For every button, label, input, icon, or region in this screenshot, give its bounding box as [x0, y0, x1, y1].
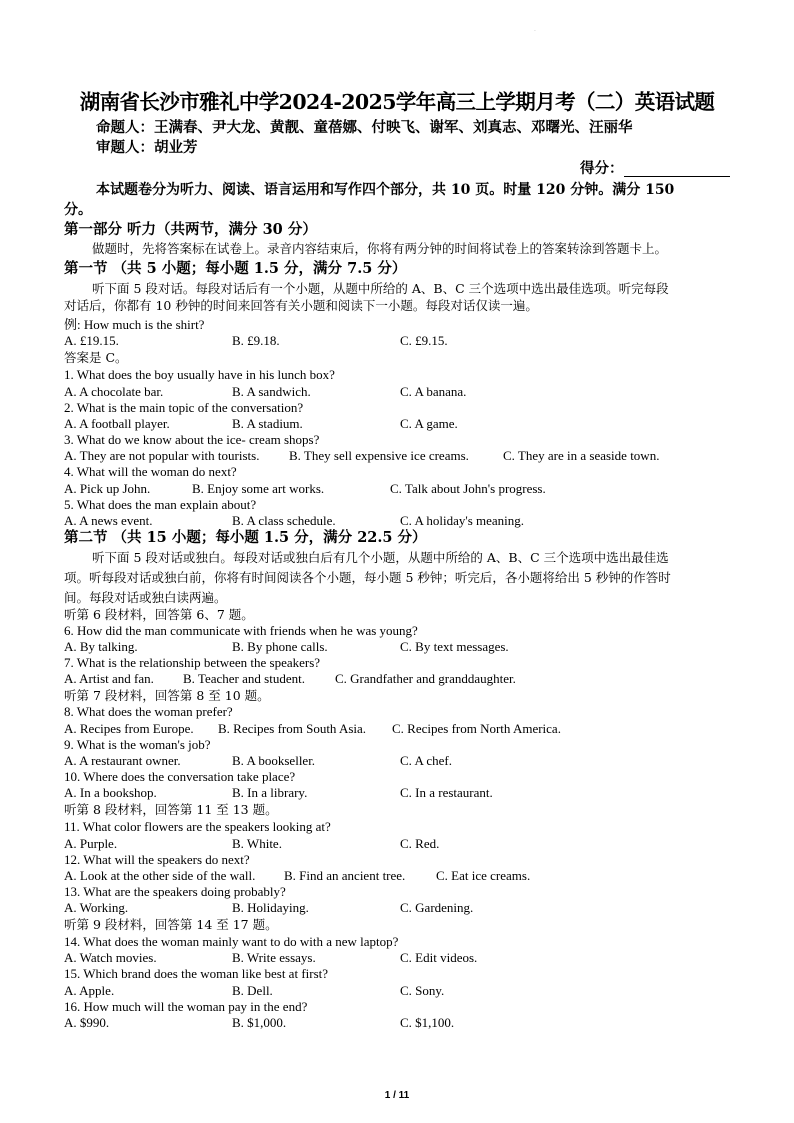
question-11: 11. What color flowers are the speakers looking at?	[64, 819, 331, 834]
option-7c: C. Grandfather and granddaughter.	[335, 671, 516, 686]
option-6a: A. By talking.	[64, 639, 138, 654]
option-4b: B. Enjoy some art works.	[192, 481, 325, 496]
option-10a: A. In a bookshop.	[64, 785, 157, 800]
option-8c: C. Recipes from North America.	[392, 721, 561, 736]
example-option-a: A. £19.15.	[64, 333, 119, 348]
option-8a: A. Recipes from Europe.	[64, 721, 194, 736]
option-14c: C. Edit videos.	[400, 950, 478, 965]
option-13c: C. Gardening.	[400, 900, 474, 915]
option-16b: B. $1,000.	[232, 1015, 287, 1030]
question-10: 10. Where does the conversation take place?	[64, 769, 296, 784]
question-3: 3. What do we know about the ice- cream shops?	[64, 432, 320, 447]
option-2b: B. A stadium.	[232, 416, 303, 431]
option-9a: A. A restaurant owner.	[64, 753, 181, 768]
question-9: 9. What is the woman's job?	[64, 737, 211, 752]
option-9b: B. A bookseller.	[232, 753, 316, 768]
example-option-c: C. £9.15.	[400, 333, 448, 348]
option-4a: A. Pick up John.	[64, 481, 151, 496]
option-3a: A. They are not popular with tourists.	[64, 448, 260, 463]
option-3b: B. They sell expensive ice creams.	[289, 448, 469, 463]
question-8: 8. What does the woman prefer?	[64, 704, 233, 719]
question-6: 6. How did the man communicate with friends when he was young?	[64, 623, 418, 638]
option-1c: C. A banana.	[400, 384, 467, 399]
question-5: 5. What does the man explain about?	[64, 497, 257, 512]
option-5b: B. A class schedule.	[232, 513, 336, 528]
score-label: 得分：	[580, 160, 624, 177]
option-7b: B. Teacher and student.	[183, 671, 305, 686]
option-10b: B. In a library.	[232, 785, 308, 800]
question-12: 12. What will the speakers do next?	[64, 852, 250, 867]
option-2c: C. A game.	[400, 416, 458, 431]
option-11c: C. Red.	[400, 836, 440, 851]
question-2: 2. What is the main topic of the conversation?	[64, 400, 304, 415]
scan-dot: ·	[534, 28, 536, 35]
reviewer-line: 审题人：胡业芳	[96, 139, 198, 156]
part1-instruction: 做题时，先将答案标在试卷上。录音内容结束后，你将有两分钟的时间将试卷上的答案转涂到答题卡上。	[92, 241, 668, 256]
setters-line: 命题人：王满春、尹大龙、黄靓、童蓓娜、付映飞、谢军、刘真志、邓曙光、汪丽华	[96, 119, 633, 136]
question-7: 7. What is the relationship between the speakers?	[64, 655, 321, 670]
question-14: 14. What does the woman mainly want to do with a new laptop?	[64, 934, 399, 949]
intro-line-1: 本试题卷分为听力、阅读、语言运用和写作四个部分，共 10 页。时量 120 分钟。满分 150	[96, 182, 675, 198]
section2-instruction-1: 听下面 5 段对话或独白。每段对话或独白后有几个小题，从题中所给的 A、B、C 三个选项中选出最佳选	[92, 550, 669, 565]
option-16c: C. $1,100.	[400, 1015, 455, 1030]
material-6-note: 听第 6 段材料，回答第 6、7 题。	[64, 607, 254, 622]
section1-instruction-2: 对话后，你都有 10 秒钟的时间来回答有关小题和阅读下一小题。每段对话仅读一遍。	[64, 298, 538, 313]
section2-instruction-3: 间。每段对话或独白读两遍。	[64, 590, 227, 605]
option-2a: A. A football player.	[64, 416, 170, 431]
option-6c: C. By text messages.	[400, 639, 509, 654]
option-1a: A. A chocolate bar.	[64, 384, 164, 399]
page-number: 1 / 11	[384, 1090, 410, 1101]
option-14b: B. Write essays.	[232, 950, 316, 965]
option-11a: A. Purple.	[64, 836, 118, 851]
section2-instruction-2: 项。听每段对话或独白前，你将有时间阅读各个小题，每小题 5 秒钟；听完后，各小题将给出 5 秒钟的作答时	[64, 570, 671, 585]
option-16a: A. $990.	[64, 1015, 110, 1030]
question-16: 16. How much will the woman pay in the end?	[64, 999, 308, 1014]
question-1: 1. What does the boy usually have in his lunch box?	[64, 367, 335, 382]
option-15b: B. Dell.	[232, 983, 273, 998]
option-1b: B. A sandwich.	[232, 384, 311, 399]
option-14a: A. Watch movies.	[64, 950, 157, 965]
score-blank	[624, 176, 730, 177]
intro-line-2: 分。	[64, 202, 92, 218]
option-9c: C. A chef.	[400, 753, 452, 768]
material-9-note: 听第 9 段材料，回答第 14 至 17 题。	[64, 917, 278, 932]
material-8-note: 听第 8 段材料，回答第 11 至 13 题。	[64, 802, 278, 817]
exam-title: 湖南省长沙市雅礼中学2024-2025学年高三上学期月考（二）英语试题	[79, 90, 715, 114]
part1-heading: 第一部分 听力（共两节，满分 30 分）	[64, 221, 317, 238]
example-option-b: B. £9.18.	[232, 333, 280, 348]
option-13a: A. Working.	[64, 900, 129, 915]
section1-instruction-1: 听下面 5 段对话。每段对话后有一个小题，从题中所给的 A、B、C 三个选项中选出最佳选项。听完每段	[92, 281, 669, 296]
option-5a: A. A news event.	[64, 513, 153, 528]
option-13b: B. Holidaying.	[232, 900, 309, 915]
option-7a: A. Artist and fan.	[64, 671, 154, 686]
material-7-note: 听第 7 段材料，回答第 8 至 10 题。	[64, 688, 270, 703]
option-8b: B. Recipes from South Asia.	[218, 721, 367, 736]
option-12a: A. Look at the other side of the wall.	[64, 868, 256, 883]
option-10c: C. In a restaurant.	[400, 785, 493, 800]
option-15c: C. Sony.	[400, 983, 445, 998]
option-12b: B. Find an ancient tree.	[284, 868, 406, 883]
example-question: 例: How much is the shirt?	[64, 317, 205, 332]
section2-heading: 第二节 （共 15 小题；每小题 1.5 分，满分 22.5 分）	[64, 529, 427, 546]
example-answer: 答案是 C。	[64, 350, 128, 365]
option-4c: C. Talk about John's progress.	[390, 481, 546, 496]
option-15a: A. Apple.	[64, 983, 115, 998]
section1-heading: 第一节 （共 5 小题；每小题 1.5 分，满分 7.5 分）	[64, 260, 407, 277]
question-13: 13. What are the speakers doing probably?	[64, 884, 286, 899]
option-5c: C. A holiday's meaning.	[400, 513, 525, 528]
option-12c: C. Eat ice creams.	[436, 868, 531, 883]
option-11b: B. White.	[232, 836, 282, 851]
question-15: 15. Which brand does the woman like best at first?	[64, 966, 329, 981]
question-4: 4. What will the woman do next?	[64, 464, 237, 479]
option-6b: B. By phone calls.	[232, 639, 328, 654]
option-3c: C. They are in a seaside town.	[503, 448, 660, 463]
